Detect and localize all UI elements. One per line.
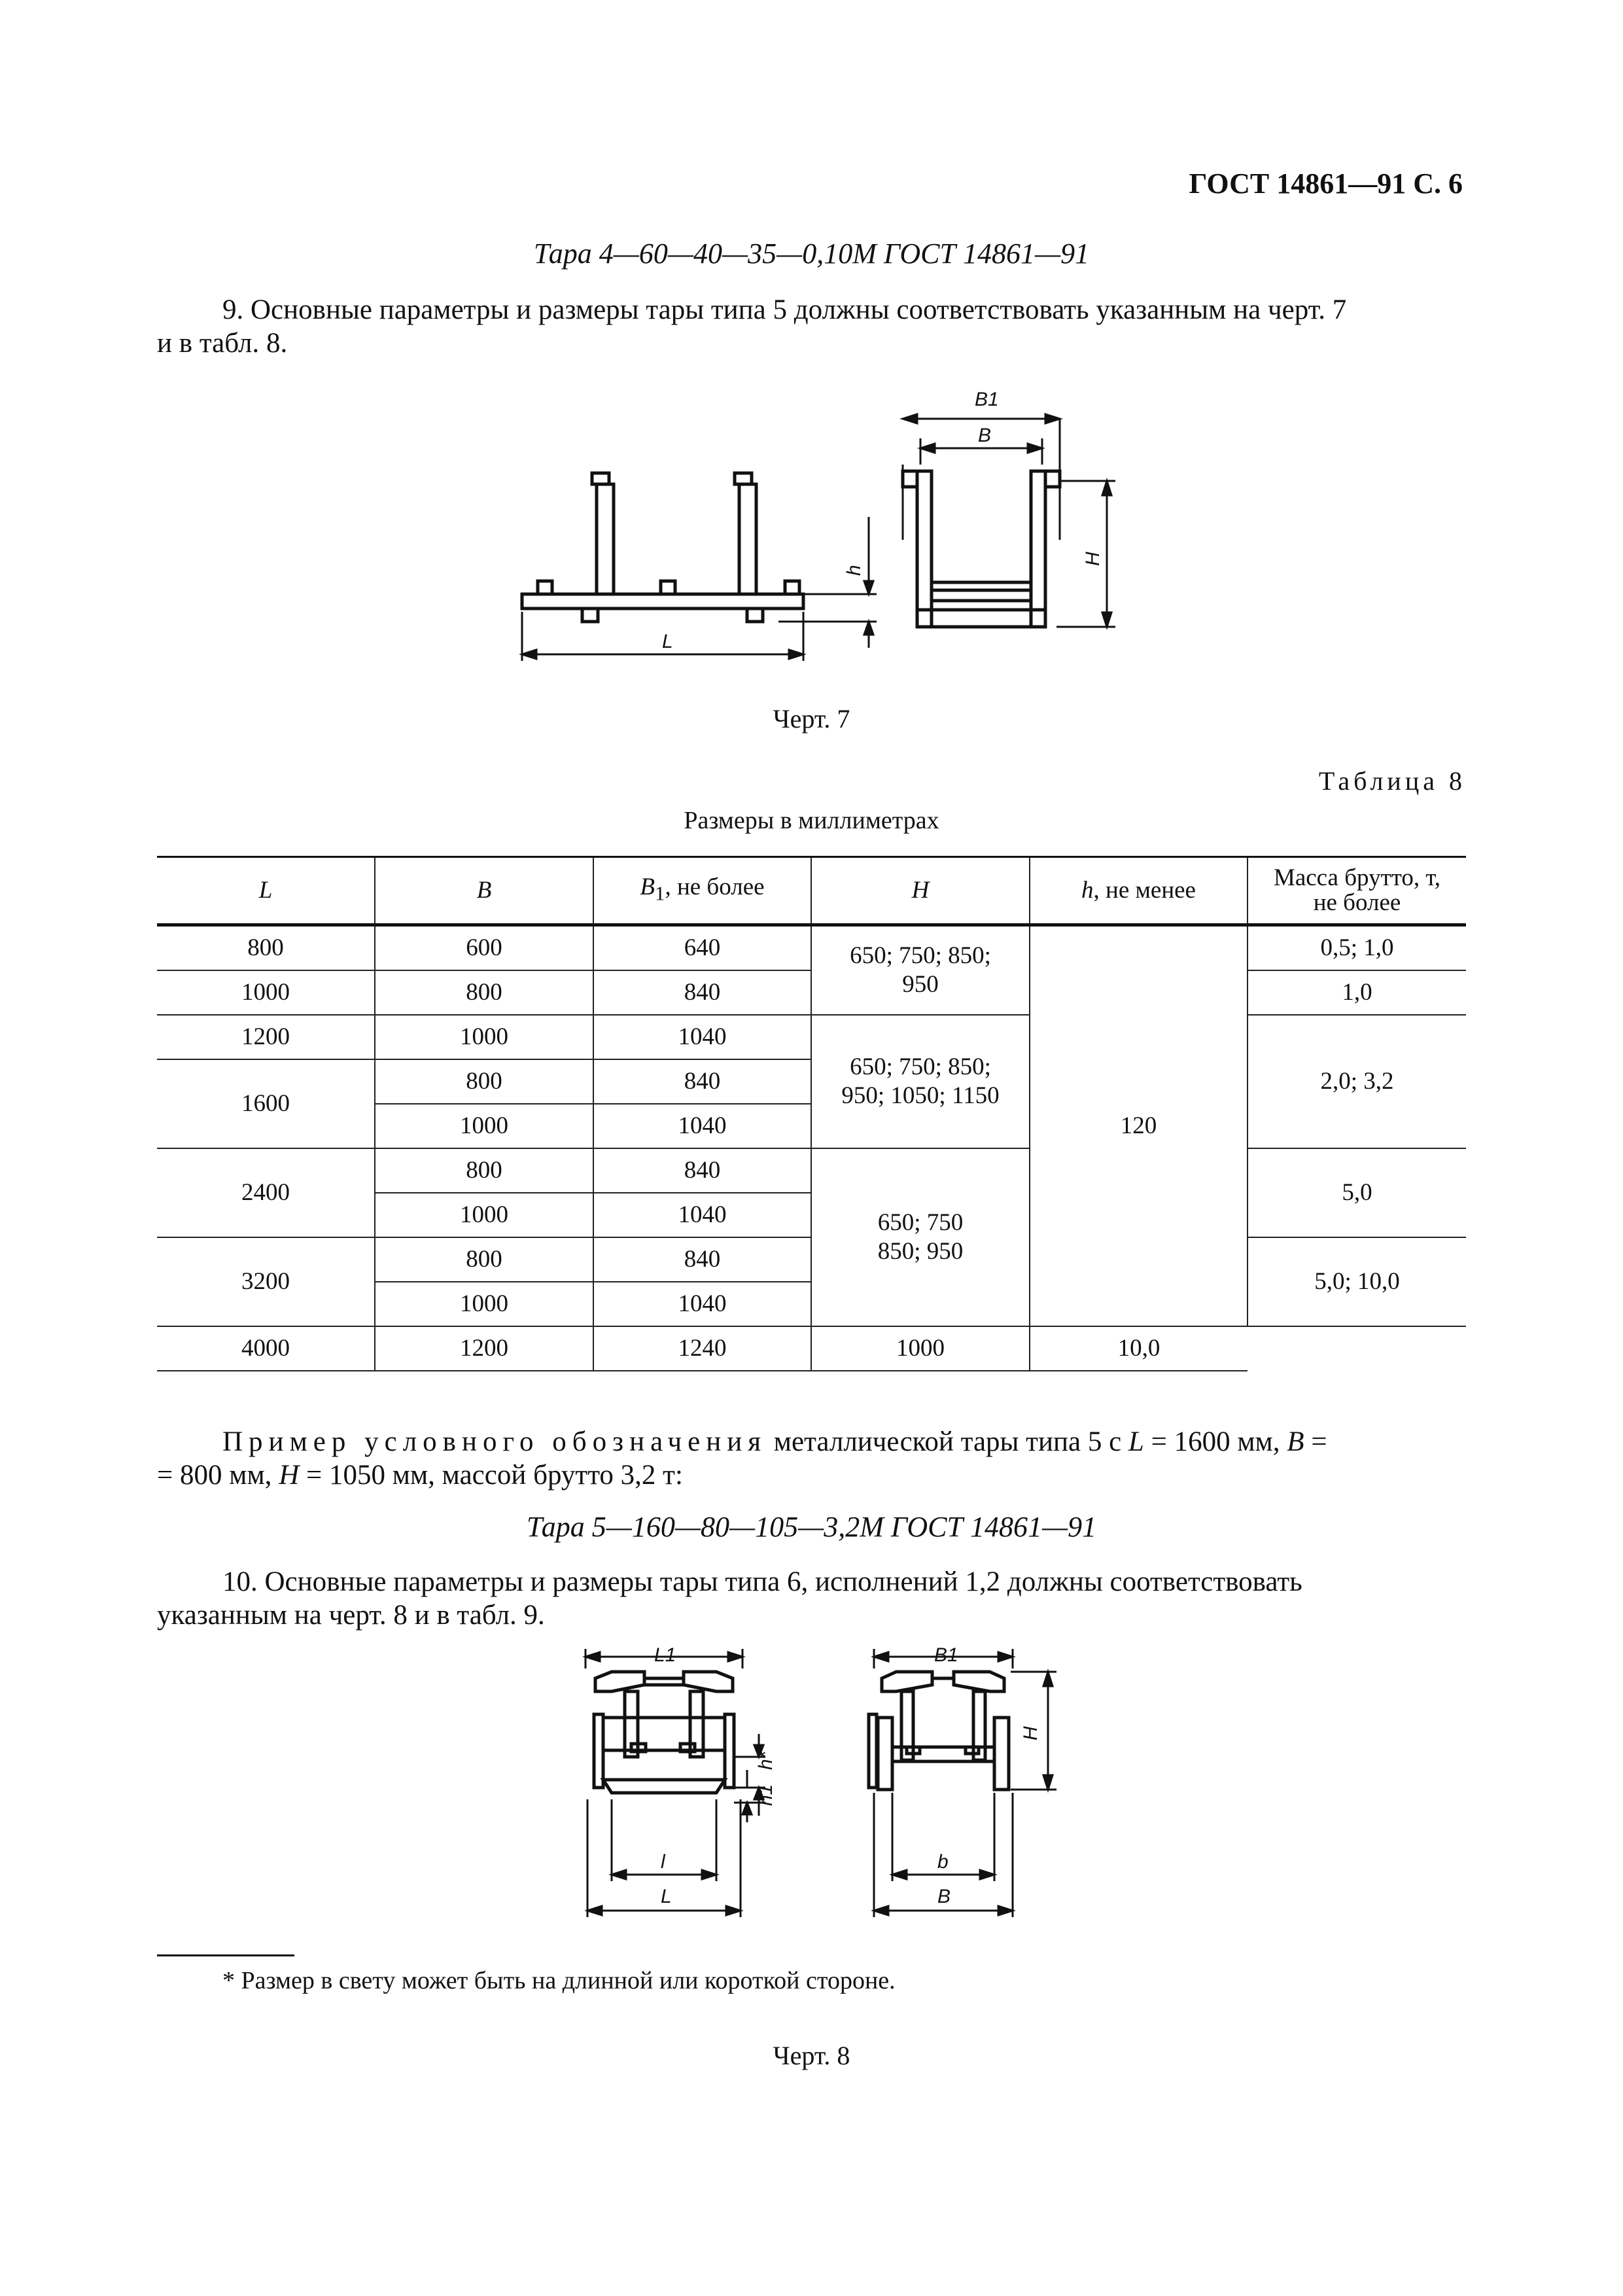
example-text: = 1050 мм, массой брутто 3,2 т: [299, 1460, 683, 1491]
fig7-label-h: h [843, 565, 865, 576]
cell-B: 600 [375, 925, 593, 971]
drawing-7-end-view [903, 471, 1060, 627]
cell-mass: 5,0; 10,0 [1248, 1237, 1466, 1326]
fig8-label-L: L [661, 1886, 672, 1907]
drawing-7 [510, 386, 1151, 674]
paragraph-10 [157, 1565, 1465, 1632]
cell-H-line: 650; 750 [877, 1209, 964, 1236]
cell-H-group [811, 1015, 1030, 1148]
cell-B: 1200 [375, 1326, 593, 1371]
col-header-h [1030, 857, 1248, 925]
cell-B: 1000 [375, 1282, 593, 1326]
cell-L: 4000 [157, 1326, 375, 1371]
cell-h-value: 120 [1030, 925, 1248, 1327]
paragraph-9-line2: и в табл. 8. [157, 328, 288, 359]
cell-mass: 1,0 [1248, 970, 1466, 1015]
cell-H-group [811, 1148, 1030, 1326]
paragraph-9-line1: 9. Основные параметры и размеры тары типа 5 должны соответствовать указанным на черт. 7 [222, 294, 1347, 325]
fig8-label-L1: L1 [654, 1644, 676, 1666]
cell-B1: 840 [593, 1148, 811, 1193]
cell-B1: 840 [593, 1237, 811, 1282]
cell-H-line: 650; 750; 850; [850, 1053, 991, 1080]
drawing-8-dimensions-left [585, 1649, 765, 1917]
col-header-B1-text: , не более [665, 874, 765, 901]
col-header-h-text: , не менее [1093, 877, 1196, 904]
fig7-label-B: B [978, 425, 992, 446]
fig8-label-B: B [937, 1886, 951, 1907]
col-header-H: H [811, 857, 1030, 925]
paragraph-9 [157, 293, 1465, 360]
fig8-label-b: b [937, 1851, 949, 1873]
cell-H-line: 650; 750; 850; [850, 942, 991, 969]
designation-example-type5: Тара 5—160—80—105—3,2М ГОСТ 14861—91 [526, 1511, 1097, 1543]
cell-L: 800 [157, 925, 375, 971]
example-symbol-B: B [1287, 1426, 1304, 1457]
col-header-h-symbol: h [1081, 877, 1094, 904]
example-line2 [157, 1458, 1465, 1492]
example-symbol-L: L [1128, 1426, 1144, 1457]
table-row [157, 1148, 1466, 1193]
drawing-8-front-view [594, 1672, 734, 1793]
cell-B1: 840 [593, 970, 811, 1015]
table-header-row [157, 857, 1466, 925]
cell-B: 800 [375, 1148, 593, 1193]
cell-B1: 1040 [593, 1282, 811, 1326]
cell-H-group [811, 925, 1030, 1016]
col-header-mass [1248, 857, 1466, 925]
fig7-label-H: H [1082, 552, 1104, 566]
col-header-mass-line1: Масса брутто, т, [1273, 864, 1441, 891]
designation-example-type4: Тара 4—60—40—35—0,10М ГОСТ 14861—91 [533, 238, 1090, 270]
paragraph-10-line1: 10. Основные параметры и размеры тары типа 6, исполнений 1,2 должны соответствовать [222, 1566, 1302, 1597]
cell-B1: 840 [593, 1059, 811, 1104]
fig8-label-H: H [1020, 1726, 1041, 1740]
table-8 [157, 856, 1466, 1371]
fig8-label-B1: B1 [934, 1644, 958, 1666]
col-header-B1 [593, 857, 811, 925]
fig7-label-B1: B1 [975, 389, 999, 410]
cell-B: 1000 [375, 1015, 593, 1059]
cell-mass: 10,0 [1030, 1326, 1248, 1371]
footnote: * Размер в свету может быть на длинной или короткой стороне. [222, 1967, 896, 1994]
cell-B: 800 [375, 1059, 593, 1104]
cell-B1: 1040 [593, 1104, 811, 1148]
drawing-7-side-view [522, 473, 803, 622]
cell-B: 1000 [375, 1104, 593, 1148]
cell-L: 1000 [157, 970, 375, 1015]
cell-B: 1000 [375, 1193, 593, 1237]
col-header-mass-line2: не более [1313, 889, 1401, 916]
example-line1 [157, 1425, 1465, 1458]
cell-mass: 5,0 [1248, 1148, 1466, 1237]
cell-B1: 1040 [593, 1193, 811, 1237]
paragraph-10-line2: указанным на черт. 8 и в табл. 9. [157, 1600, 545, 1631]
drawing-7-dimensions [522, 414, 1115, 661]
page-header: ГОСТ 14861—91 С. 6 [1189, 168, 1463, 200]
example-text: = 1600 мм, [1143, 1426, 1287, 1457]
example-text: = 800 мм, [157, 1460, 279, 1491]
drawing-8 [576, 1642, 1112, 1924]
cell-L: 1200 [157, 1015, 375, 1059]
cell-L: 2400 [157, 1148, 375, 1237]
table-8-units: Размеры в миллиметрах [684, 807, 939, 834]
fig7-label-L: L [662, 631, 673, 652]
drawing-8-side-view [869, 1672, 1009, 1790]
col-header-B: B [375, 857, 593, 925]
cell-mass: 2,0; 3,2 [1248, 1015, 1466, 1148]
fig8-label-l: l [661, 1851, 665, 1873]
table-8-title: Таблица 8 [1318, 766, 1466, 796]
example-heading: Пример условного обозначения [222, 1426, 767, 1457]
table-row [157, 1326, 1466, 1371]
cell-L: 3200 [157, 1237, 375, 1326]
col-header-B1-subscript: 1 [655, 882, 665, 905]
cell-B1: 1040 [593, 1015, 811, 1059]
cell-H-line: 850; 950 [877, 1238, 964, 1265]
cell-B: 800 [375, 1237, 593, 1282]
col-header-B1-symbol: B [640, 874, 655, 901]
cell-H-line: 950 [902, 971, 939, 998]
cell-L: 1600 [157, 1059, 375, 1148]
figure-7-caption: Черт. 7 [773, 704, 850, 733]
cell-B: 800 [375, 970, 593, 1015]
example-text: металлической тары типа 5 с [767, 1426, 1128, 1457]
fig8-label-hstar: h* [755, 1751, 777, 1770]
col-header-L: L [157, 857, 375, 925]
example-text: = [1304, 1426, 1327, 1457]
example-symbol-H: H [279, 1460, 300, 1491]
cell-B1: 1240 [593, 1326, 811, 1371]
cell-mass: 0,5; 1,0 [1248, 925, 1466, 971]
table-row [157, 925, 1466, 971]
cell-B1: 640 [593, 925, 811, 971]
fig8-label-h1: h1 [755, 1784, 777, 1806]
footnote-divider [157, 1954, 294, 1956]
cell-H-group: 1000 [811, 1326, 1030, 1371]
designation-example-paragraph [157, 1425, 1465, 1492]
figure-8-caption: Черт. 8 [773, 2041, 850, 2070]
cell-H-line: 950; 1050; 1150 [841, 1082, 1000, 1109]
